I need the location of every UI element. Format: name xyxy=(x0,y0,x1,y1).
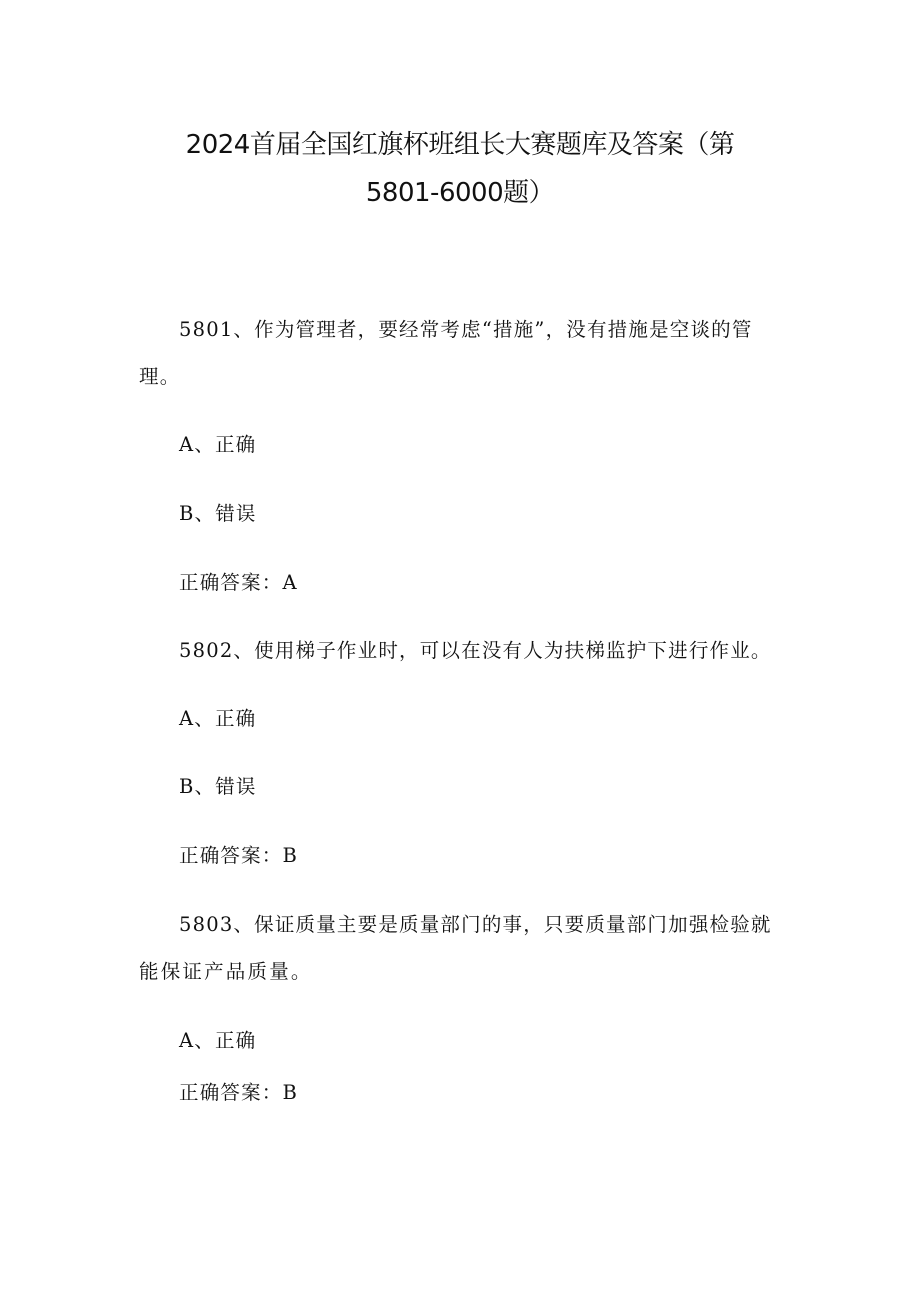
option-b: B、错误 xyxy=(179,775,257,798)
option-a: A、正确 xyxy=(179,707,257,730)
correct-answer: 正确答案：B xyxy=(179,844,299,867)
question-stem-line-1: 5801、作为管理者，要经常考虑“措施”，没有措施是空谈的管 xyxy=(179,318,753,341)
option-a: A、正确 xyxy=(179,433,257,456)
correct-answer: 正确答案：B xyxy=(179,1081,299,1104)
title-line-2: 5801-6000题） xyxy=(365,178,555,208)
question-stem-line-2: 理。 xyxy=(139,365,181,388)
option-a: A、正确 xyxy=(179,1029,257,1052)
title-line-1: 2024首届全国红旗杯班组长大赛题库及答案（第 xyxy=(185,130,735,160)
question-stem-line-1: 5803、保证质量主要是质量部门的事，只要质量部门加强检验就 xyxy=(179,913,772,936)
question-stem-line-2: 能保证产品质量。 xyxy=(139,960,313,983)
question-stem-line-1: 5802、使用梯子作业时，可以在没有人为扶梯监护下进行作业。 xyxy=(179,639,772,662)
option-b: B、错误 xyxy=(179,502,257,525)
correct-answer: 正确答案：A xyxy=(179,571,298,594)
